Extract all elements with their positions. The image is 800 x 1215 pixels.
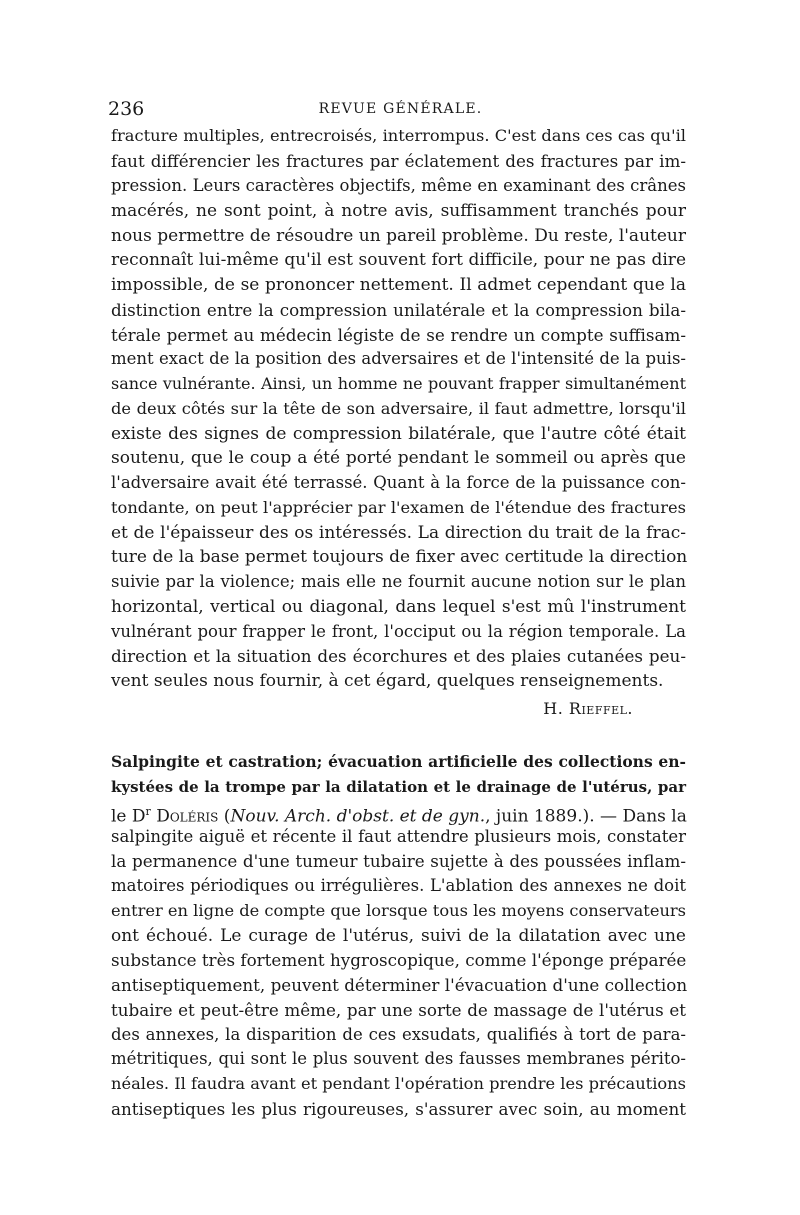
- text-line: entrer en ligne de compte que lorsque tous les moyens conservateurs: [111, 901, 687, 920]
- text-line: existe des signes de compression bilatérale, que l'autre côté était: [111, 424, 686, 444]
- text-line: pression. Leurs caractères objectifs, même en examinant des crânes: [111, 176, 686, 195]
- text-line: reconnaît lui-même qu'il est souvent fort difficile, pour ne pas dire: [111, 250, 686, 270]
- text-line: sance vulnérante. Ainsi, un homme ne pouvant frapper simultanément: [111, 374, 686, 393]
- text-line: tubaire et peut-être même, par une sorte de massage de l'utérus et: [111, 1000, 686, 1020]
- text-line: vent seules nous fournir, à cet égard, quelques renseignements.: [111, 671, 664, 691]
- page-number: 236: [108, 98, 145, 120]
- text-line: nous permettre de résoudre un pareil problème. Du reste, l'auteur: [111, 226, 686, 246]
- text-line: métritiques, qui sont le plus souvent des fausses membranes périto-: [111, 1049, 686, 1068]
- text-line: direction et la situation des écorchures et des plaies cutanées peu-: [111, 646, 686, 666]
- text-line: néales. Il faudra avant et pendant l'opération prendre les précautions: [111, 1074, 686, 1093]
- text-line: salpingite aiguë et récente il faut attendre plusieurs mois, constater: [111, 827, 686, 846]
- text-line: fracture multiples, entrecroisés, interrompus. C'est dans ces cas qu'il: [111, 126, 686, 145]
- text-line: antiseptiques les plus rigoureuses, s'assurer avec soin, au moment: [111, 1099, 686, 1119]
- author-name: Doléris: [156, 806, 219, 827]
- text-line: antiseptiquement, peuvent déterminer l'évacuation d'une collection: [111, 975, 688, 995]
- text-line: ture de la base permet toujours de fixer avec certitude la direction: [111, 547, 688, 567]
- text-line: matoires périodiques ou irrégulières. L'ablation des annexes ne doit: [111, 876, 686, 895]
- text-line: soutenu, que le coup a été porté pendant le sommeil ou après que: [111, 448, 686, 468]
- journal-citation: Nouv. Arch. d'obst. et de gyn.: [230, 806, 486, 827]
- page-header: [108, 98, 693, 122]
- running-title: REVUE GÉNÉRALE.: [318, 101, 483, 117]
- article-title: kystées de la trompe par la dilatation et le drainage de l'utérus, par: [111, 778, 686, 796]
- text-line: macérés, ne sont point, à notre avis, suffisamment tranchés pour: [111, 201, 686, 221]
- text-line: impossible, de se prononcer nettement. Il admet cependant que la: [111, 275, 686, 295]
- text-line: ment exact de la position des adversaires et de l'intensité de la puis-: [111, 349, 686, 368]
- text-line: la permanence d'une tumeur tubaire sujette à des poussées inflam-: [111, 851, 686, 871]
- text-line: tondante, on peut l'apprécier par l'examen de l'étendue des fractures: [111, 498, 686, 517]
- text-line: des annexes, la disparition de ces exsudats, qualifiés à tort de para-: [111, 1025, 686, 1044]
- author-signature: H. Rieffel.: [543, 699, 633, 718]
- text-line: ont échoué. Le curage de l'utérus, suivi de la dilatation avec une: [111, 926, 686, 946]
- text-line: l'adversaire avait été terrassé. Quant à la force de la puissance con-: [111, 473, 686, 492]
- text-line: et de l'épaisseur des os intéressés. La direction du trait de la frac-: [111, 523, 686, 543]
- text-line: de deux côtés sur la tête de son adversaire, il faut admettre, lorsqu'il: [111, 399, 686, 418]
- text-line: vulnérant pour frapper le front, l'occiput ou la région temporale. La: [111, 622, 686, 641]
- text-line: térale permet au médecin légiste de se rendre un compte suffisam-: [111, 325, 686, 345]
- text-line: distinction entre la compression unilatérale et la compression bila-: [111, 300, 686, 320]
- text-line: suivie par la violence; mais elle ne fournit aucune notion sur le plan: [111, 572, 686, 591]
- article-title: Salpingite et castration; évacuation artificielle des collections en-: [111, 752, 686, 771]
- text-line: substance très fortement hygroscopique, comme l'éponge préparée: [111, 950, 687, 970]
- text-line: horizontal, vertical ou diagonal, dans lequel s'est mû l'instrument: [111, 597, 686, 617]
- text-line: faut différencier les fractures par éclatement des fractures par im-: [111, 151, 686, 171]
- article-byline: le $D^r$ Doléris (Nouv. Arch. d'obst. et de gyn., juin 1889.). — Dans la: [111, 805, 687, 827]
